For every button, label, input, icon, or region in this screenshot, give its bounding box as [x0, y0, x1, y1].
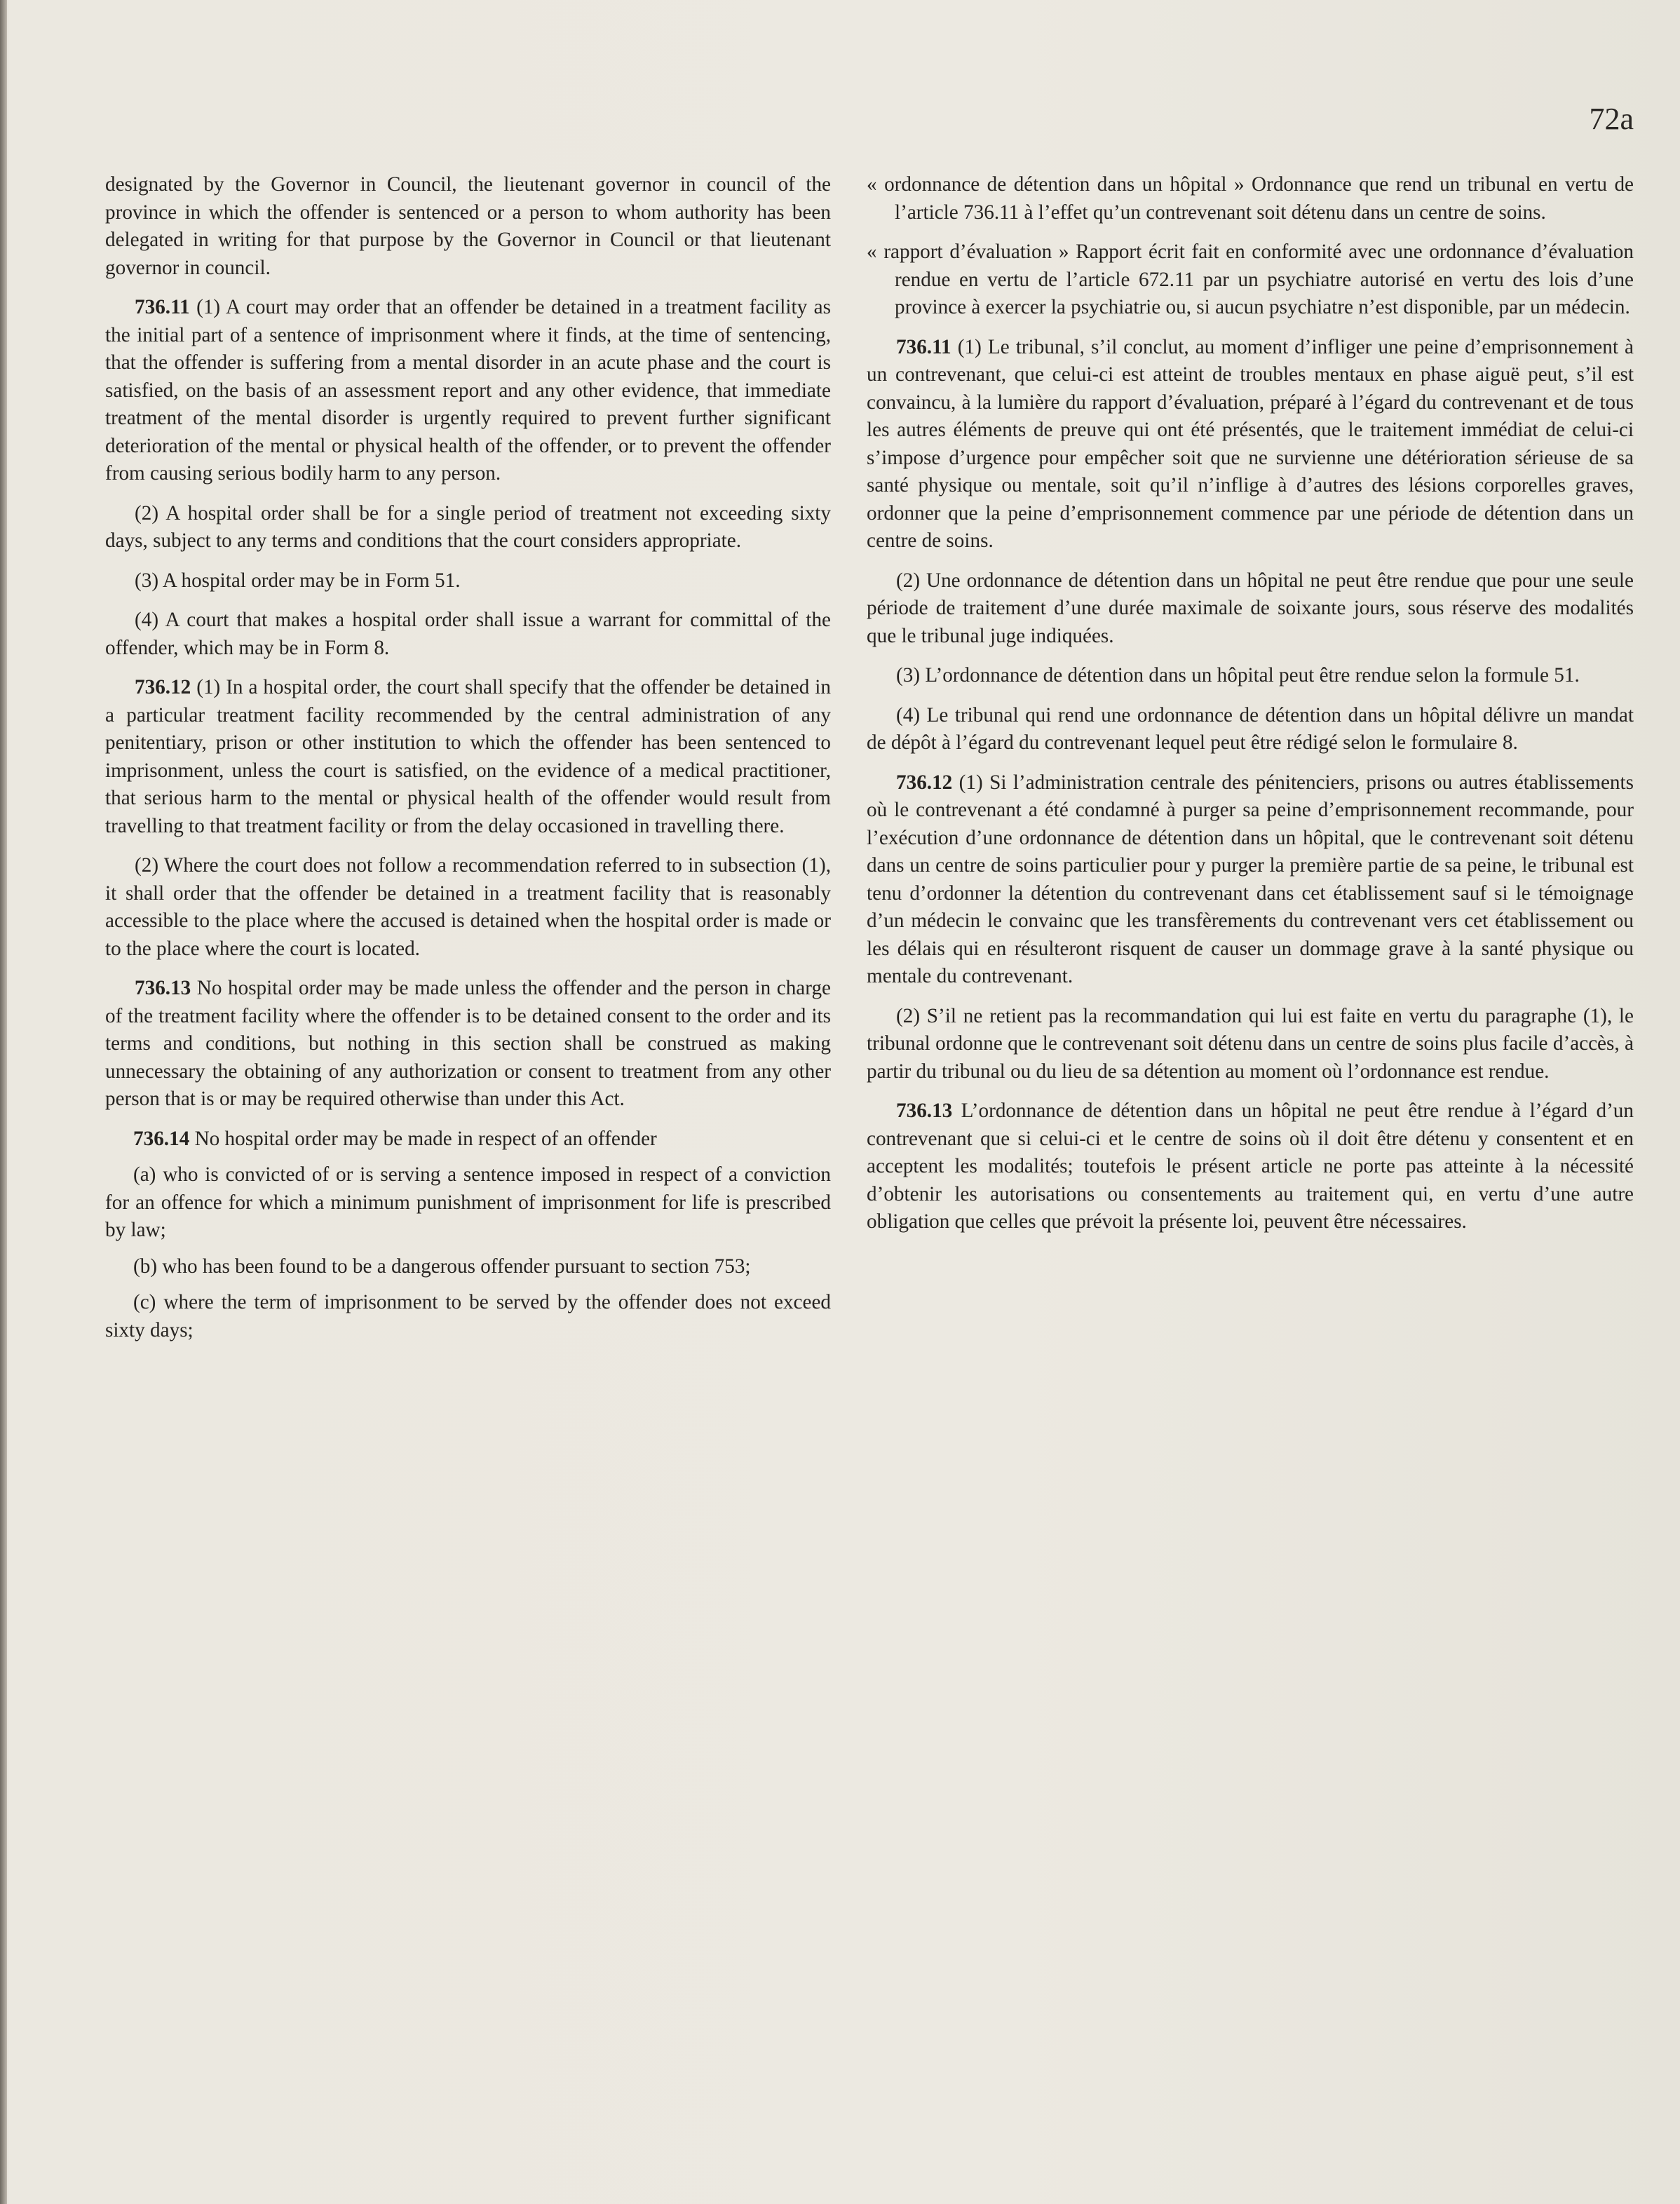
section-text: No hospital order may be made in respect of an offender [189, 1127, 657, 1150]
section-number: 736.13 [135, 977, 191, 999]
section-text: (1) A court may order that an offender be detained in a treatment facility as the initial part of a sentence of imprisonment where it finds, at the time of sentencing, that the offender is suffering from a mental disorder in an acute phase and the court is satisfied, on the basis of an assessment report and any other evidence, that immediate treatment of the mental disorder is urgently required to prevent further significant deterioration of the mental or physical health of the offender, or to prevent the offender from causing serious bodily harm to any person. [105, 296, 831, 485]
section-number: 736.12 [135, 676, 191, 698]
section-text: No hospital order may be made unless the offender and the person in charge of the treatment facility where the offender is to be detained consent to the order and its terms and conditions, but nothing in this section shall be construed as making unnecessary the obtaining of any authorization or consent to treatment from any other person that is or may be required otherwise than under this Act. [105, 977, 831, 1110]
section-736-12 [105, 674, 831, 840]
section-736-14 [105, 1125, 831, 1154]
section-number: 736.13 [896, 1100, 953, 1122]
paragraph: designated by the Governor in Council, the lieutenant governor in council of the province in which the offender is sentenced or a person to whom authority has been delegated in writing for that purpose by the Governor in Council or that lieutenant governor in council. [105, 173, 831, 279]
section-736-13 [105, 975, 831, 1114]
paragraph: (2) Une ordonnance de détention dans un hôpital ne peut être rendue que pour une seule période de traitement d’une durée maximale de soixante jours, sous réserve des modalités que le tribunal juge indiquées. [867, 569, 1634, 647]
section-number: 736.11 [896, 335, 951, 358]
article-736-13 [867, 1097, 1634, 1236]
list-item: (b) who has been found to be a dangerous offender pursuant to section 753; [133, 1255, 751, 1278]
paragraph: (2) A hospital order shall be for a single period of treatment not exceeding sixty days, subject to any terms and conditions that the court considers appropriate. [105, 501, 831, 552]
section-736-11 [105, 294, 831, 488]
paragraph: (2) Where the court does not follow a recommendation referred to in subsection (1), it shall order that the offender be detained in a treatment facility that is reasonably accessible to the place where the accused is detained when the hospital order is made or to the place where the court is located. [105, 854, 831, 960]
definition: « rapport d’évaluation » Rapport écrit fait en conformité avec une ordonnance d’évaluation rendue en vertu de l’article 672.11 par un psychiatre autorisé en vertu des lois d’une province à exercer la psychiatrie ou, si aucun psychiatre n’est disponible, par un médecin. [867, 241, 1634, 318]
list-item: (c) where the term of imprisonment to be served by the offender does not exceed sixty days; [105, 1291, 831, 1341]
paragraph: (4) A court that makes a hospital order shall issue a warrant for committal of the offender, which may be in Form 8. [105, 609, 831, 659]
english-column [105, 171, 831, 1353]
article-736-12 [867, 769, 1634, 991]
section-text: (1) In a hospital order, the court shall specify that the offender be detained in a particular treatment facility recommended by the central administration of any penitentiary, prison or other institution to which the offender has been sentenced to imprisonment, unless the court is satisfied, on the evidence of a medical practitioner, that serious harm to the mental or physical health of the offender would result from travelling to that treatment facility or from the delay occasioned in travelling there. [105, 676, 831, 837]
section-number: 736.12 [896, 771, 953, 794]
page-number: 72a [1589, 102, 1634, 136]
list-item: (a) who is convicted of or is serving a sentence imposed in respect of a conviction for an offence for which a minimum punishment of imprisonment for life is prescribed by law; [105, 1163, 831, 1241]
definition: « ordonnance de détention dans un hôpital » Ordonnance que rend un tribunal en vertu de l’article 736.11 à l’effet qu’un contrevenant soit détenu dans un centre de soins. [867, 173, 1634, 224]
section-text: L’ordonnance de détention dans un hôpital ne peut être rendue à l’égard d’un contrevenant que si celui-ci et le centre de soins où il doit être détenu y consentent et en acceptent les modalités; toutefois le présent article ne porte pas atteinte à la nécessité d’obtenir les autorisations ou consentements au traitement qui, en vertu d’une autre obligation que celles que prévoit la présente loi, peuvent être nécessaires. [867, 1100, 1634, 1233]
paragraph: (4) Le tribunal qui rend une ordonnance de détention dans un hôpital délivre un mandat de dépôt à l’égard du contrevenant lequel peut être rédigé selon le formulaire 8. [867, 703, 1634, 754]
paragraph: (3) A hospital order may be in Form 51. [135, 569, 461, 592]
french-column [867, 171, 1634, 1248]
article-736-11 [867, 334, 1634, 555]
binding-edge [0, 0, 7, 2204]
paragraph: (2) S’il ne retient pas la recommandation qui lui est faite en vertu du paragraphe (1), le tribunal ordonne que le contrevenant soit détenu dans un centre de soins plus facile d’accès, à partir du tribunal ou du lieu de sa détention au moment où l’ordonnance est rendue. [867, 1004, 1634, 1083]
section-number: 736.14 [133, 1127, 190, 1150]
section-text: (1) Si l’administration centrale des pénitenciers, prisons ou autres établissements où le contrevenant a été condamné à purger sa peine d’emprisonnement recommande, pour l’exécution d’une ordonnance de détention dans un hôpital, que le contrevenant soit détenu dans un centre de soins particulier pour y purger la première partie de sa peine, le tribunal est tenu d’ordonner la détention du contrevenant dans cet établissement sauf si le témoignage d’un médecin le convainc que les transfèrements du contrevenant vers cet établissement ou les délais qui en résulteront risquent de causer un dommage grave à la santé physique ou mentale du contrevenant. [867, 771, 1634, 987]
section-number: 736.11 [135, 296, 190, 318]
paragraph: (3) L’ordonnance de détention dans un hôpital peut être rendue selon la formule 51. [896, 664, 1580, 687]
section-text: (1) Le tribunal, s’il conclut, au moment d’infliger une peine d’emprisonnement à un contrevenant, que celui-ci est atteint de troubles mentaux en phase aiguë peut, s’il est convaincu, à la lumière du rapport d’évaluation, préparé à l’égard du contrevenant et de tous les autres éléments de preuve qui ont été présentés, que le traitement immédiat de celui-ci s’impose d’urgence pour empêcher soit que ne survienne une détérioration sérieuse de sa santé physique ou mentale, soit qu’il n’inflige à d’autres des lésions corporelles graves, ordonner que la peine d’emprisonnement commence par une période de détention dans un centre de soins. [867, 335, 1634, 552]
